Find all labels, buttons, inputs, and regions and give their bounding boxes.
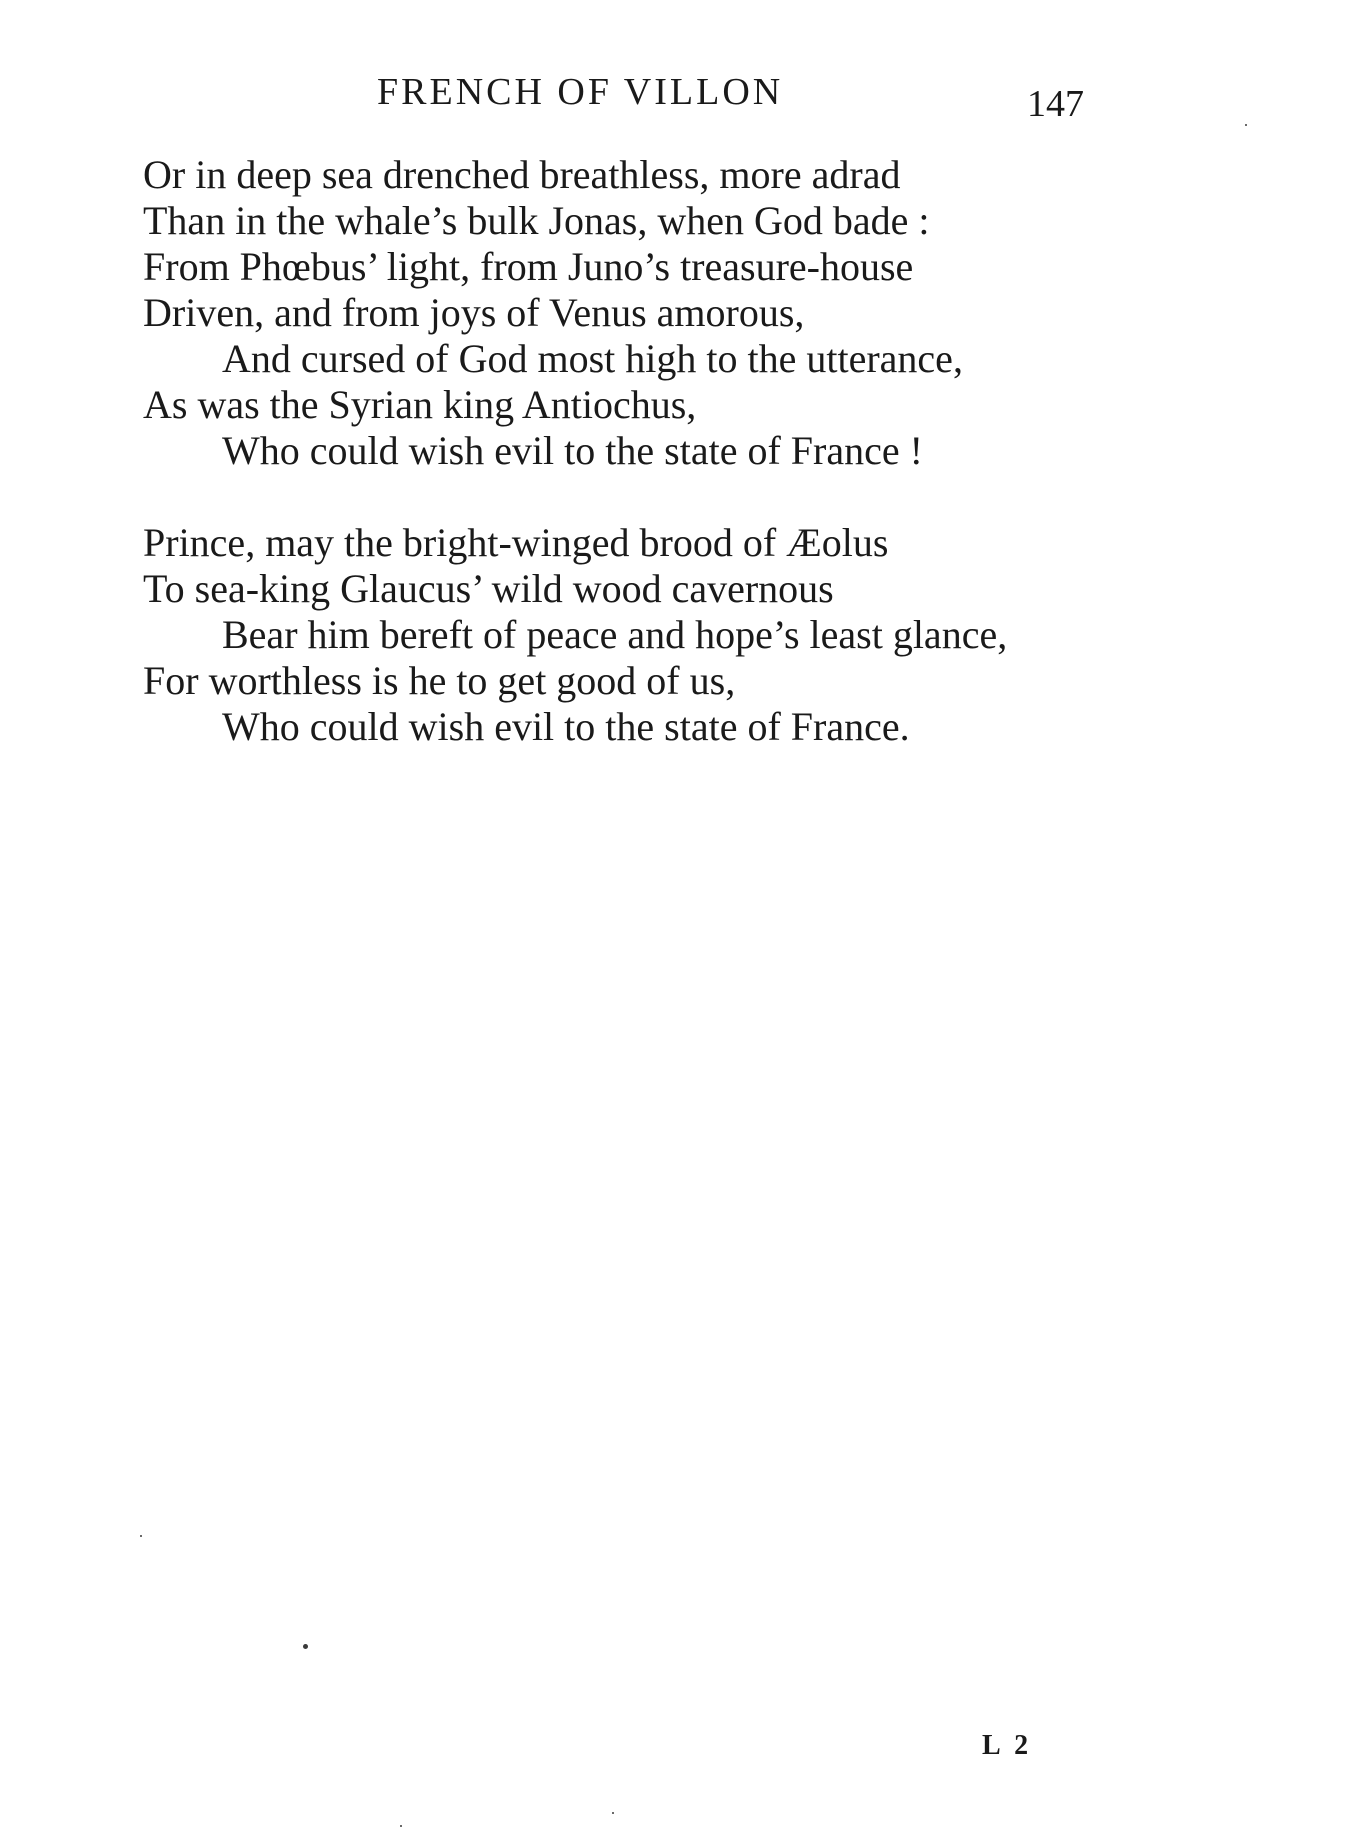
- print-speck: [303, 1644, 308, 1649]
- poem-refrain: Who could wish evil to the state of France.: [222, 704, 910, 749]
- poem-line: As was the Syrian king Antiochus,: [143, 382, 697, 427]
- page-number: 147: [1027, 83, 1084, 125]
- poem-refrain: Who could wish evil to the state of France !: [222, 428, 923, 473]
- poem-line: Prince, may the bright-winged brood of Æolus: [143, 520, 889, 565]
- print-speck: [1245, 124, 1247, 126]
- print-speck: [140, 1535, 142, 1537]
- poem-line: Bear him bereft of peace and hope’s least glance,: [222, 612, 1008, 657]
- print-speck: [612, 1812, 614, 1814]
- print-speck: [400, 1825, 402, 1827]
- signature-mark: L 2: [982, 1730, 1033, 1761]
- running-head: FRENCH OF VILLON: [377, 71, 784, 113]
- poem-line: Driven, and from joys of Venus amorous,: [143, 290, 805, 335]
- poem-line: For worthless is he to get good of us,: [143, 658, 736, 703]
- poem-line: And cursed of God most high to the utterance,: [222, 336, 963, 381]
- poem-line: Or in deep sea drenched breathless, more adrad: [143, 152, 901, 197]
- poem-line: To sea-king Glaucus’ wild wood cavernous: [143, 566, 834, 611]
- poem-line: Than in the whale’s bulk Jonas, when God bade :: [143, 198, 930, 243]
- poem-line: From Phœbus’ light, from Juno’s treasure-house: [143, 244, 914, 289]
